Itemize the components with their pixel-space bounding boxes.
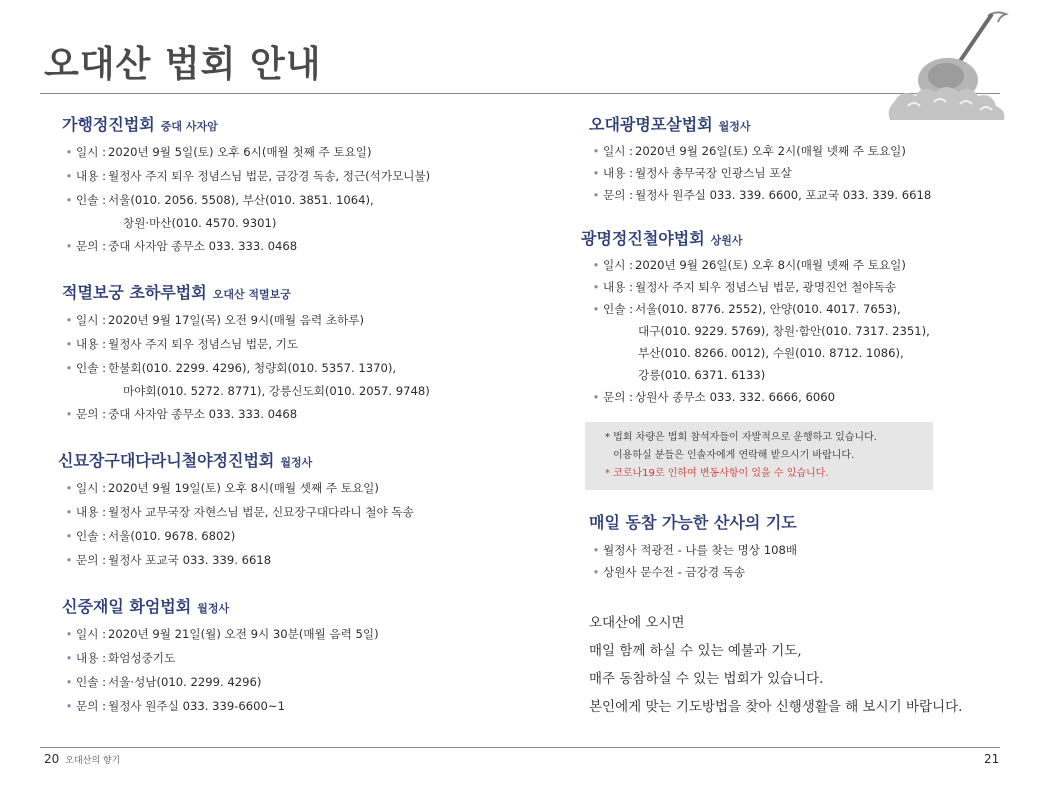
notice-line: * 법회 차량은 법회 참석자들이 자발적으로 운행하고 있습니다. xyxy=(605,432,877,443)
info-row: • 일시 : 2020년 9월 21일(월) 오전 9시 30분(매월 음력 5일) xyxy=(65,627,379,641)
section-title: 적멸보궁 초하루법회 오대산 적멸보궁 xyxy=(62,283,291,302)
right-column xyxy=(581,112,1005,721)
section-title: 오대광명포살법회 월정사 xyxy=(589,115,751,134)
title-divider xyxy=(40,93,1000,94)
notice-warning: * 코로나19로 인하여 변동사항이 있을 수 있습니다. xyxy=(605,468,829,479)
info-row: • 문의 : 중대 사자암 종무소 033. 333. 0468 xyxy=(65,407,298,421)
info-row: • 인솔 : 서울(010. 8776. 2552), 안양(010. 4017. 7653), xyxy=(592,302,901,316)
page-number-right: 21 xyxy=(984,752,1000,766)
info-row: • 일시 : 2020년 9월 5일(토) 오후 6시(매월 첫째 주 토요일) xyxy=(65,145,372,159)
closing-line: 본인에게 맞는 기도방법을 찾아 신행생활을 해 보시기 바랍니다. xyxy=(589,699,963,715)
section-location: 월정사 xyxy=(197,602,230,615)
info-continuation: 대구(010. 9229. 5769), 창원·함안(010. 7317. 2351), xyxy=(638,324,930,338)
prayer-item: • 상원사 문수전 - 금강경 독송 xyxy=(592,565,746,579)
info-row: • 일시 : 2020년 9월 19일(토) 오후 8시(매월 셋째 주 토요일) xyxy=(65,481,379,495)
section-sinmyo xyxy=(58,448,542,572)
notice-line: 이용하실 분들은 인솔자에게 연락해 받으시기 바랍니다. xyxy=(613,450,855,461)
info-row: • 내용 : 월정사 주지 퇴우 정념스님 법문, 기도 xyxy=(65,337,299,351)
section-odae-gwangmyeong xyxy=(585,112,1005,206)
info-row: • 일시 : 2020년 9월 17일(목) 오전 9시(매월 음력 초하루) xyxy=(65,313,365,327)
section-daily-prayer xyxy=(585,510,1005,583)
section-sinjung xyxy=(62,594,542,718)
info-row: • 내용 : 월정사 총무국장 인광스님 포살 xyxy=(592,166,792,180)
info-row: • 문의 : 상원사 종무소 033. 332. 6666, 6060 xyxy=(592,390,835,404)
info-continuation: 마야회(010. 5272. 8771), 강릉신도회(010. 2057. 9748) xyxy=(123,384,430,398)
footer-divider xyxy=(40,747,1000,748)
info-row: • 내용 : 월정사 주지 퇴우 정념스님 법문, 금강경 독송, 정근(석가모니불) xyxy=(65,169,431,183)
info-row: • 인솔 : 서울·성남(010. 2299. 4296) xyxy=(65,675,262,689)
closing-line: 매일 함께 하실 수 있는 예불과 기도, xyxy=(589,643,802,659)
notice-box xyxy=(585,422,933,490)
section-jeokmyeol xyxy=(62,280,542,426)
closing-text xyxy=(585,609,1005,721)
info-continuation: 강릉(010. 6371. 6133) xyxy=(638,368,766,382)
info-row: • 인솔 : 서울(010. 9678. 6802) xyxy=(65,529,236,543)
section-location: 월정사 xyxy=(718,120,751,133)
info-continuation: 창원·마산(010. 4570. 9301) xyxy=(123,216,277,230)
closing-line: 오대산에 오시면 xyxy=(589,615,685,631)
info-continuation: 부산(010. 8266. 0012), 수원(010. 8712. 1086), xyxy=(638,346,904,360)
section-location: 월정사 xyxy=(280,456,313,469)
info-row: • 문의 : 월정사 원주실 033. 339. 6600, 포교국 033. 339. 6618 xyxy=(592,188,932,202)
section-title: 광명정진철야법회 상원사 xyxy=(581,229,743,248)
section-location: 상원사 xyxy=(710,234,743,247)
info-row: • 내용 : 월정사 교무국장 자현스님 법문, 신묘장구대다라니 철야 독송 xyxy=(65,505,414,519)
section-title: 매일 동참 가능한 산사의 기도 xyxy=(589,513,797,532)
section-title: 가행정진법회 중대 사자암 xyxy=(62,115,218,134)
section-location: 오대산 적멸보궁 xyxy=(212,288,291,301)
info-row: • 일시 : 2020년 9월 26일(토) 오후 8시(매월 넷째 주 토요일) xyxy=(592,258,906,272)
closing-line: 매주 동참하실 수 있는 법회가 있습니다. xyxy=(589,671,824,687)
info-row: • 내용 : 월정사 주지 퇴우 정념스님 법문, 광명진언 철야독송 xyxy=(592,280,896,294)
prayer-item: • 월정사 적광전 - 나를 찾는 명상 108배 xyxy=(592,543,798,557)
section-title: 신묘장구대다라니철야정진법회 월정사 xyxy=(58,451,313,470)
info-row: • 문의 : 월정사 원주실 033. 339-6600~1 xyxy=(65,699,285,713)
left-column xyxy=(58,112,542,718)
section-location: 중대 사자암 xyxy=(160,120,218,133)
publication-name: 오대산의 향기 xyxy=(65,756,121,766)
info-row: • 인솔 : 서울(010. 2056. 5508), 부산(010. 3851. 1064), xyxy=(65,193,374,207)
info-row: • 문의 : 월정사 포교국 033. 339. 6618 xyxy=(65,553,272,567)
section-gahaeng xyxy=(62,112,542,258)
section-title: 신중재일 화엄법회 월정사 xyxy=(62,597,230,616)
info-row: • 문의 : 중대 사자암 종무소 033. 333. 0468 xyxy=(65,239,298,253)
info-row: • 일시 : 2020년 9월 26일(토) 오후 2시(매월 넷째 주 토요일) xyxy=(592,144,906,158)
page-number-left: 20 오대산의 향기 xyxy=(44,752,121,766)
page-title: 오대산 법회 안내 xyxy=(44,43,322,85)
section-gwangmyeong-jeongjin xyxy=(581,226,1005,408)
monk-ornament-icon xyxy=(884,6,1014,128)
info-row: • 내용 : 화엄성중기도 xyxy=(65,651,176,665)
info-row: • 인솔 : 한불회(010. 2299. 4296), 청량회(010. 5357. 1370), xyxy=(65,361,397,375)
